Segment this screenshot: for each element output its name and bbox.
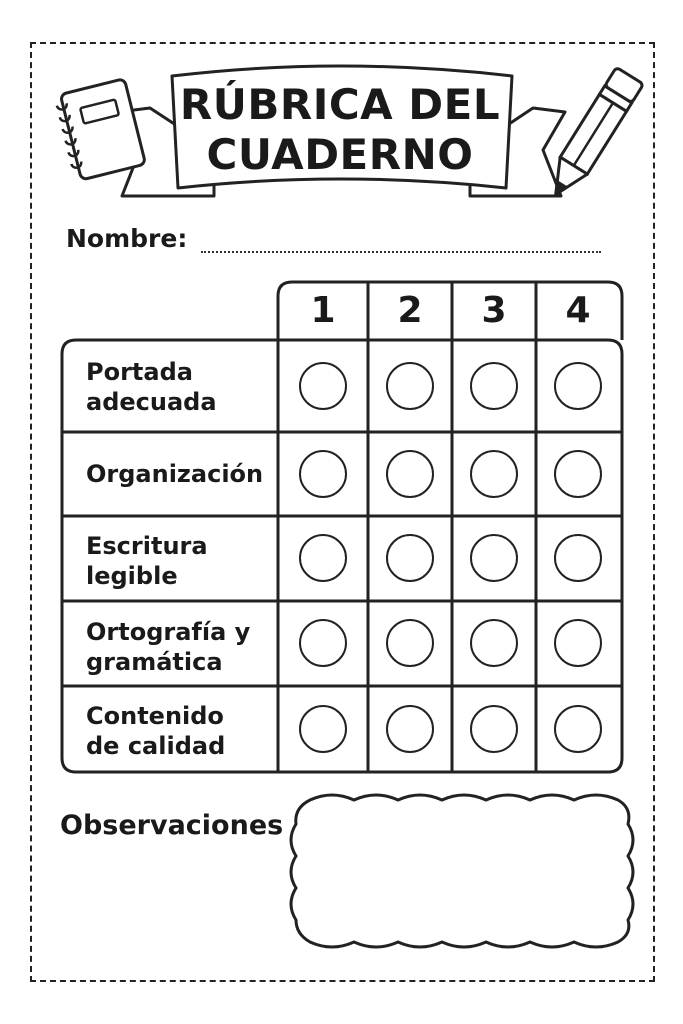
score-header-4: 4 bbox=[565, 290, 591, 331]
observations-label: Observaciones bbox=[60, 810, 284, 841]
title-line-2: CUADERNO bbox=[206, 130, 474, 179]
score-circle-row3-score1[interactable] bbox=[299, 534, 347, 582]
criterion-escritura bbox=[86, 526, 271, 596]
criterion-ortografia bbox=[86, 612, 271, 682]
score-circle-row5-score2[interactable] bbox=[386, 705, 434, 753]
score-circle-row5-score1[interactable] bbox=[299, 705, 347, 753]
score-circle-row3-score4[interactable] bbox=[554, 534, 602, 582]
score-circle-row3-score2[interactable] bbox=[386, 534, 434, 582]
score-header-3: 3 bbox=[481, 290, 507, 331]
score-circle-row2-score2[interactable] bbox=[386, 450, 434, 498]
title-line-1: RÚBRICA DEL bbox=[179, 80, 501, 129]
name-blank-line[interactable] bbox=[201, 229, 601, 253]
criterion-line: Contenido bbox=[86, 702, 224, 730]
score-circle-row1-score1[interactable] bbox=[299, 362, 347, 410]
score-circle-row1-score2[interactable] bbox=[386, 362, 434, 410]
score-circle-row1-score3[interactable] bbox=[470, 362, 518, 410]
score-header-1: 1 bbox=[310, 290, 336, 331]
score-circle-row4-score1[interactable] bbox=[299, 619, 347, 667]
score-circle-row2-score3[interactable] bbox=[470, 450, 518, 498]
score-circle-row4-score3[interactable] bbox=[470, 619, 518, 667]
criterion-line: Escritura bbox=[86, 532, 208, 560]
score-circle-row2-score4[interactable] bbox=[554, 450, 602, 498]
score-circle-row3-score3[interactable] bbox=[470, 534, 518, 582]
criterion-organizacion bbox=[86, 436, 271, 512]
score-circle-row5-score4[interactable] bbox=[554, 705, 602, 753]
score-circle-row5-score3[interactable] bbox=[470, 705, 518, 753]
name-field bbox=[66, 224, 601, 253]
pencil-icon bbox=[542, 67, 643, 203]
name-label: Nombre: bbox=[66, 224, 188, 253]
score-circle-row4-score2[interactable] bbox=[386, 619, 434, 667]
score-header-2: 2 bbox=[397, 290, 423, 331]
criterion-contenido bbox=[86, 696, 271, 766]
criterion-line: legible bbox=[86, 562, 178, 590]
criterion-line: gramática bbox=[86, 648, 223, 676]
score-circle-row4-score4[interactable] bbox=[554, 619, 602, 667]
score-circle-row1-score4[interactable] bbox=[554, 362, 602, 410]
notebook-icon bbox=[54, 79, 145, 182]
criterion-line: Ortografía y bbox=[86, 618, 251, 646]
criterion-line: Portada bbox=[86, 358, 193, 386]
criterion-portada bbox=[86, 352, 271, 422]
criterion-line: de calidad bbox=[86, 732, 226, 760]
criterion-line: Organización bbox=[86, 460, 264, 488]
criterion-line: adecuada bbox=[86, 388, 217, 416]
score-circle-row2-score1[interactable] bbox=[299, 450, 347, 498]
